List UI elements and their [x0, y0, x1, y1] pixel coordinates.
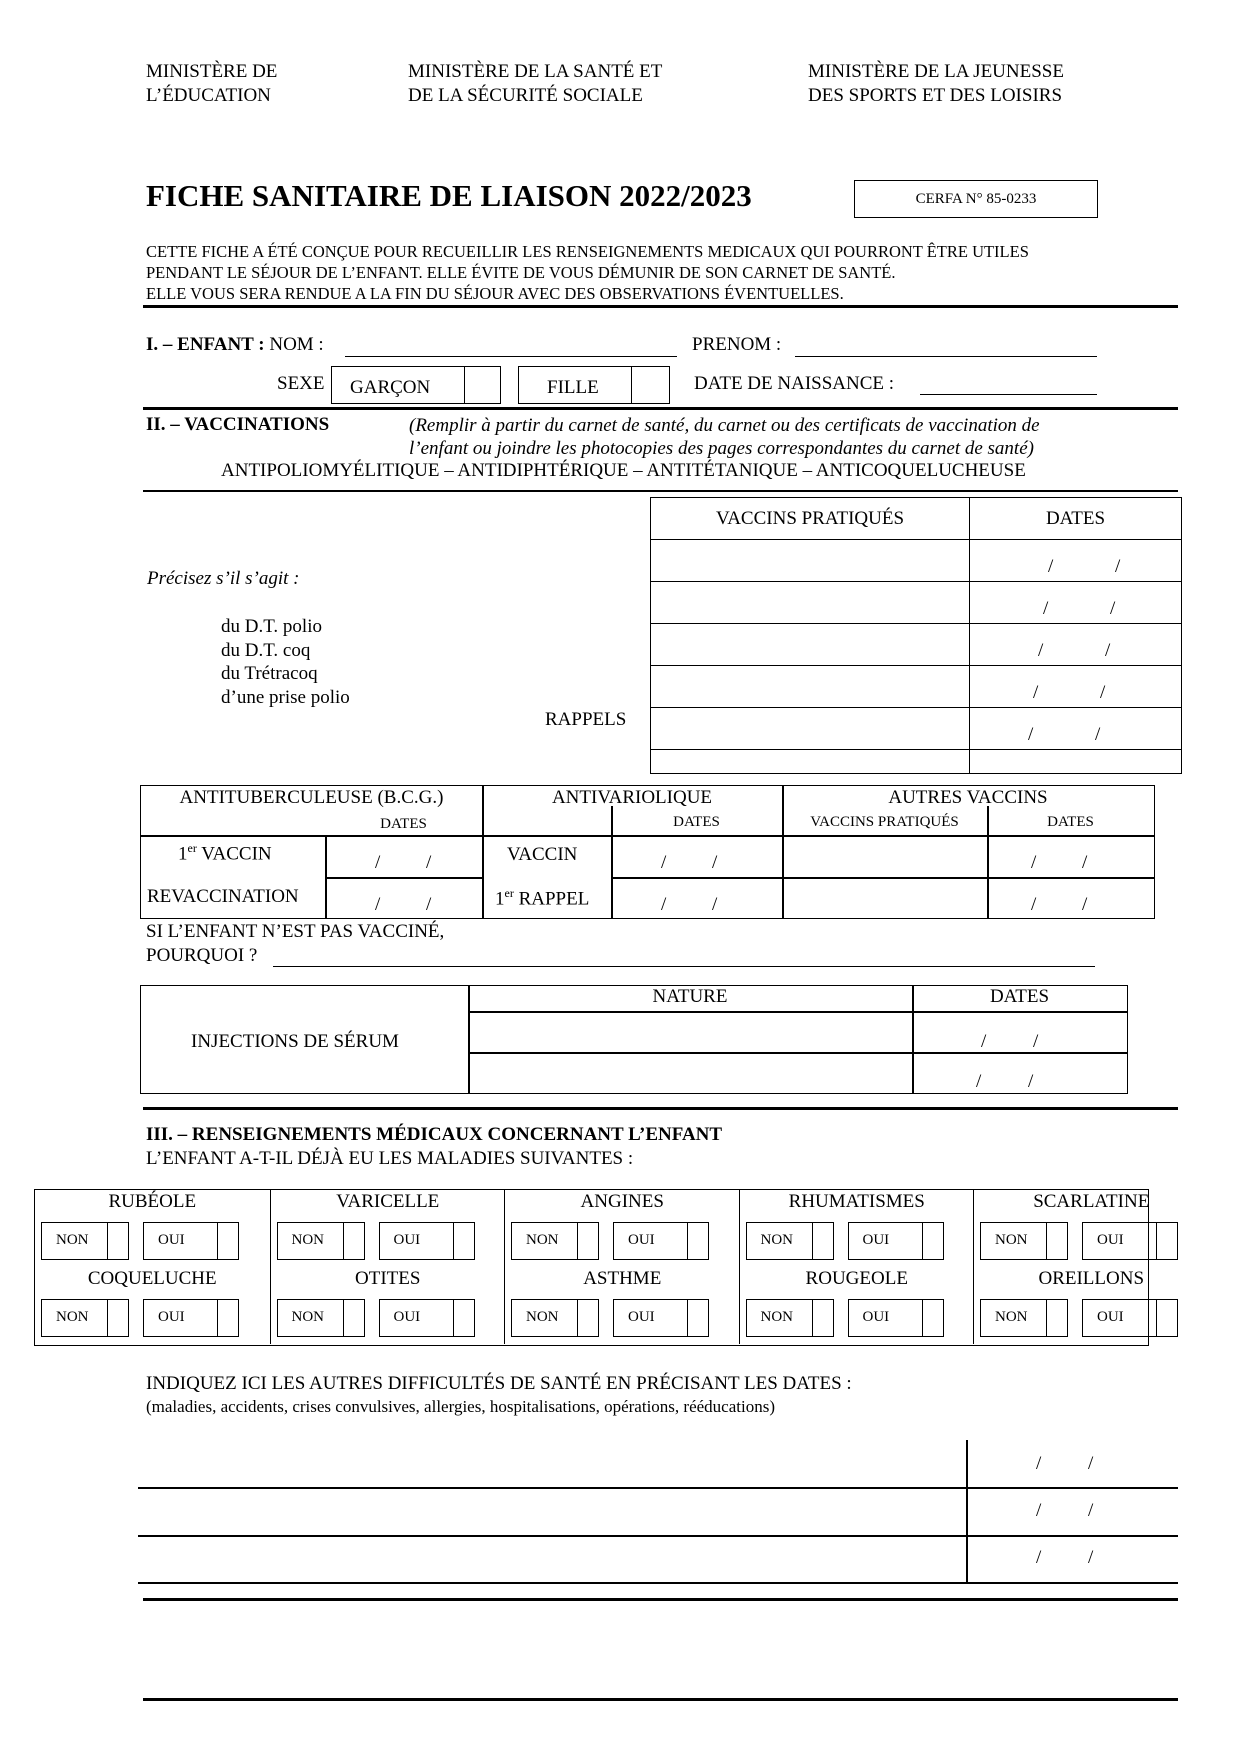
disease-oui-box: [1082, 1222, 1178, 1260]
prenom-field[interactable]: [795, 356, 1097, 357]
premier-rappel-label: 1er RAPPEL: [495, 886, 590, 910]
precisez-label: Précisez s’il s’agit :: [147, 568, 300, 589]
bcg-dates-header: DATES: [380, 816, 427, 832]
disease-oui-checkbox[interactable]: [453, 1223, 474, 1259]
disease-non-box: [746, 1222, 834, 1260]
date-cell[interactable]: / /: [970, 582, 1182, 624]
divider: [143, 305, 1178, 308]
disease-oui-checkbox[interactable]: [922, 1223, 943, 1259]
vaccin-cell[interactable]: [651, 708, 970, 750]
disease-name: ROUGEOLE: [805, 1268, 908, 1289]
other-vaccines-table: ANTITUBERCULEUSE (B.C.G.) ANTIVARIOLIQUE AUTRES VACCINS DATES DATES VACCINS PRATIQUÉS DATES 1er VACCIN REVACCINATION VACCIN 1er RAPPEL / / / / / / / / / / / /: [140, 785, 1155, 919]
precisez-options: [221, 615, 350, 709]
disease-non-checkbox[interactable]: [343, 1300, 364, 1336]
autres-difficultes: INDIQUEZ ICI LES AUTRES DIFFICULTÉS DE SANTÉ EN PRÉCISANT LES DATES : (maladies, accidents, crises convulsives, allergies, hospitalisations, opérations, rééducations): [146, 1373, 852, 1416]
disease-oui-checkbox[interactable]: [217, 1223, 238, 1259]
autres-header: AUTRES VACCINS: [888, 787, 1048, 808]
disease-oui-label: OUI: [1097, 1232, 1124, 1248]
disease-non-checkbox[interactable]: [1046, 1300, 1067, 1336]
disease-non-box: [511, 1222, 599, 1260]
divider: [143, 1698, 1178, 1701]
injections-label: INJECTIONS DE SÉRUM: [191, 1031, 399, 1052]
autres-dates-header: DATES: [1047, 814, 1094, 830]
serum-table: INJECTIONS DE SÉRUM NATURE DATES / / / /: [140, 985, 1128, 1094]
disease-non-box: [277, 1222, 365, 1260]
disease-cell: [739, 1190, 975, 1267]
disease-non-checkbox[interactable]: [812, 1300, 833, 1336]
disease-non-label: NON: [760, 1232, 793, 1248]
disease-non-label: NON: [56, 1232, 89, 1248]
disease-oui-box: [613, 1299, 709, 1337]
disease-oui-box: [379, 1299, 475, 1337]
disease-oui-checkbox[interactable]: [687, 1223, 708, 1259]
disease-non-label: NON: [291, 1309, 324, 1325]
autres-vaccins-header: VACCINS PRATIQUÉS: [810, 814, 959, 830]
disease-oui-label: OUI: [158, 1309, 185, 1325]
antivar-dates-header: DATES: [673, 814, 720, 830]
fille-label: FILLE: [547, 377, 599, 398]
naissance-label: DATE DE NAISSANCE :: [694, 373, 895, 394]
garcon-label: GARÇON: [350, 377, 431, 398]
prenom-label: PRENOM :: [692, 334, 782, 355]
antivar-header: ANTIVARIOLIQUE: [551, 787, 713, 808]
option-tetracoq: du Trétracoq: [221, 663, 318, 684]
ministry-education: MINISTÈRE DE L’ÉDUCATION: [146, 61, 278, 106]
disease-oui-checkbox[interactable]: [1156, 1300, 1177, 1336]
disease-name: OTITES: [355, 1268, 421, 1289]
disease-oui-box: [1082, 1299, 1178, 1337]
nature-header: NATURE: [652, 986, 728, 1007]
disease-non-checkbox[interactable]: [1046, 1223, 1067, 1259]
section-enfant: I. – ENFANT : NOM :: [146, 334, 324, 355]
vaccinations-note: (Remplir à partir du carnet de santé, du carnet ou des certificats de vaccination de l’enfant ou joindre les photocopies des pages correspondantes du carnet de santé): [409, 415, 1040, 459]
disease-non-box: [746, 1299, 834, 1337]
vaccine-list: ANTIPOLIOMYÉLITIQUE – ANTIDIPHTÉRIQUE – ANTITÉTANIQUE – ANTICOQUELUCHEUSE: [221, 460, 1026, 481]
page-title: FICHE SANITAIRE DE LIAISON 2022/2023: [146, 178, 752, 213]
disease-oui-box: [613, 1222, 709, 1260]
disease-non-box: [41, 1299, 129, 1337]
intro-text: CETTE FICHE A ÉTÉ CONÇUE POUR RECUEILLIR LES RENSEIGNEMENTS MEDICAUX QUI POURRONT ÊTRE UTILES PENDANT LE SÉJOUR DE L’ENFANT. ELLE ÉVITE DE VOUS DÉMUNIR DE SON CARNET DE SANTÉ. ELLE VOUS SERA RENDUE A LA FIN DU SÉJOUR AVEC DES OBSERVATIONS ÉVENTUELLES.: [146, 242, 1029, 303]
date-cell[interactable]: / /: [970, 540, 1182, 582]
disease-non-checkbox[interactable]: [577, 1223, 598, 1259]
divider: [143, 1107, 1178, 1110]
disease-name: SCARLATINE: [1033, 1191, 1150, 1212]
option-prise-polio: d’une prise polio: [221, 686, 350, 708]
col-vaccins: VACCINS PRATIQUÉS: [651, 498, 970, 540]
vaccin-cell[interactable]: [651, 666, 970, 708]
disease-non-box: [980, 1299, 1068, 1337]
antivar-vaccin-label: VACCIN: [507, 844, 578, 865]
section-vaccinations: II. – VACCINATIONS: [146, 414, 330, 435]
disease-name: OREILLONS: [1038, 1268, 1145, 1289]
disease-non-box: [980, 1222, 1068, 1260]
disease-non-box: [511, 1299, 599, 1337]
disease-oui-label: OUI: [628, 1309, 655, 1325]
diseases-grid: [34, 1189, 1149, 1346]
fille-box: [518, 366, 670, 404]
disease-name: ASTHME: [583, 1268, 662, 1289]
option-dt-polio: du D.T. polio: [221, 616, 322, 637]
disease-non-checkbox[interactable]: [577, 1300, 598, 1336]
ministry-sante: MINISTÈRE DE LA SANTÉ ET DE LA SÉCURITÉ SOCIALE: [408, 61, 663, 106]
option-dt-coq: du D.T. coq: [221, 639, 311, 661]
divider: [143, 490, 1178, 492]
disease-cell: [35, 1267, 270, 1344]
naissance-field[interactable]: [920, 394, 1097, 395]
section-renseignements: III. – RENSEIGNEMENTS MÉDICAUX CONCERNANT L’ENFANT: [146, 1124, 723, 1145]
vaccin-cell[interactable]: [651, 750, 970, 774]
disease-cell: [973, 1267, 1209, 1344]
disease-non-box: [41, 1222, 129, 1260]
col-dates: DATES: [970, 498, 1182, 540]
disease-oui-checkbox[interactable]: [922, 1300, 943, 1336]
disease-cell: [270, 1267, 506, 1344]
garcon-checkbox[interactable]: [464, 367, 501, 403]
disease-oui-checkbox[interactable]: [453, 1300, 474, 1336]
non-vaccine-label: SI L’ENFANT N’EST PAS VACCINÉ, POURQUOI ?: [146, 921, 445, 966]
disease-non-label: NON: [995, 1309, 1028, 1325]
disease-oui-checkbox[interactable]: [1156, 1223, 1177, 1259]
disease-non-label: NON: [995, 1232, 1028, 1248]
garcon-box: [331, 366, 501, 404]
date-cell[interactable]: / /: [970, 624, 1182, 666]
disease-non-checkbox[interactable]: [812, 1223, 833, 1259]
maladies-question: L’ENFANT A-T-IL DÉJÀ EU LES MALADIES SUIVANTES :: [146, 1148, 634, 1169]
bcg-header: ANTITUBERCULEUSE (B.C.G.): [179, 787, 444, 808]
date-cell[interactable]: [970, 750, 1182, 774]
vaccin-cell[interactable]: [651, 582, 970, 624]
disease-cell: [35, 1190, 270, 1267]
disease-name: VARICELLE: [336, 1191, 440, 1212]
disease-non-checkbox[interactable]: [343, 1223, 364, 1259]
disease-oui-label: OUI: [393, 1309, 421, 1325]
date-cell[interactable]: / /: [970, 666, 1182, 708]
vaccin-cell[interactable]: [651, 540, 970, 582]
disease-non-checkbox[interactable]: [107, 1223, 128, 1259]
disease-oui-box: [143, 1299, 239, 1337]
divider: [143, 1598, 1178, 1601]
disease-cell: [973, 1190, 1209, 1267]
disease-oui-checkbox[interactable]: [217, 1300, 238, 1336]
divider: [143, 407, 1178, 410]
disease-oui-checkbox[interactable]: [687, 1300, 708, 1336]
autres-notes-area[interactable]: [138, 1440, 966, 1583]
disease-cell: [504, 1190, 740, 1267]
disease-oui-box: [848, 1299, 944, 1337]
disease-name: COQUELUCHE: [87, 1268, 217, 1289]
disease-oui-box: [143, 1222, 239, 1260]
nom-field[interactable]: [345, 356, 677, 357]
serum-dates-header: DATES: [989, 986, 1050, 1007]
disease-non-label: NON: [291, 1232, 324, 1248]
disease-name: ANGINES: [580, 1191, 664, 1212]
cerfa-badge: CERFA N° 85-0233: [854, 180, 1098, 218]
fille-checkbox[interactable]: [631, 367, 670, 403]
disease-name: RUBÉOLE: [108, 1191, 197, 1212]
disease-non-label: NON: [56, 1309, 89, 1325]
disease-cell: [739, 1267, 975, 1344]
disease-cell: [504, 1267, 740, 1344]
vaccin-cell[interactable]: [651, 624, 970, 666]
disease-non-checkbox[interactable]: [107, 1300, 128, 1336]
disease-oui-box: [379, 1222, 475, 1260]
disease-oui-label: OUI: [862, 1309, 890, 1325]
disease-name: RHUMATISMES: [788, 1191, 925, 1212]
sexe-label: SEXE: [277, 373, 325, 394]
premier-vaccin-label: 1er VACCIN: [178, 841, 272, 865]
disease-oui-label: OUI: [628, 1232, 655, 1248]
disease-non-box: [277, 1299, 365, 1337]
date-cell[interactable]: / /: [970, 708, 1182, 750]
vaccins-table: [650, 497, 1182, 774]
disease-non-label: NON: [526, 1309, 559, 1325]
non-vaccine-reason-field[interactable]: [273, 966, 1095, 967]
rappels-label: RAPPELS: [545, 709, 627, 730]
disease-oui-label: OUI: [1097, 1309, 1124, 1325]
disease-non-label: NON: [760, 1309, 793, 1325]
disease-oui-box: [848, 1222, 944, 1260]
disease-oui-label: OUI: [862, 1232, 890, 1248]
disease-oui-label: OUI: [393, 1232, 421, 1248]
disease-cell: [270, 1190, 506, 1267]
disease-non-label: NON: [526, 1232, 559, 1248]
ministry-jeunesse: MINISTÈRE DE LA JEUNESSE DES SPORTS ET DES LOISIRS: [808, 61, 1064, 106]
revaccination-label: REVACCINATION: [147, 886, 299, 907]
disease-oui-label: OUI: [158, 1232, 185, 1248]
